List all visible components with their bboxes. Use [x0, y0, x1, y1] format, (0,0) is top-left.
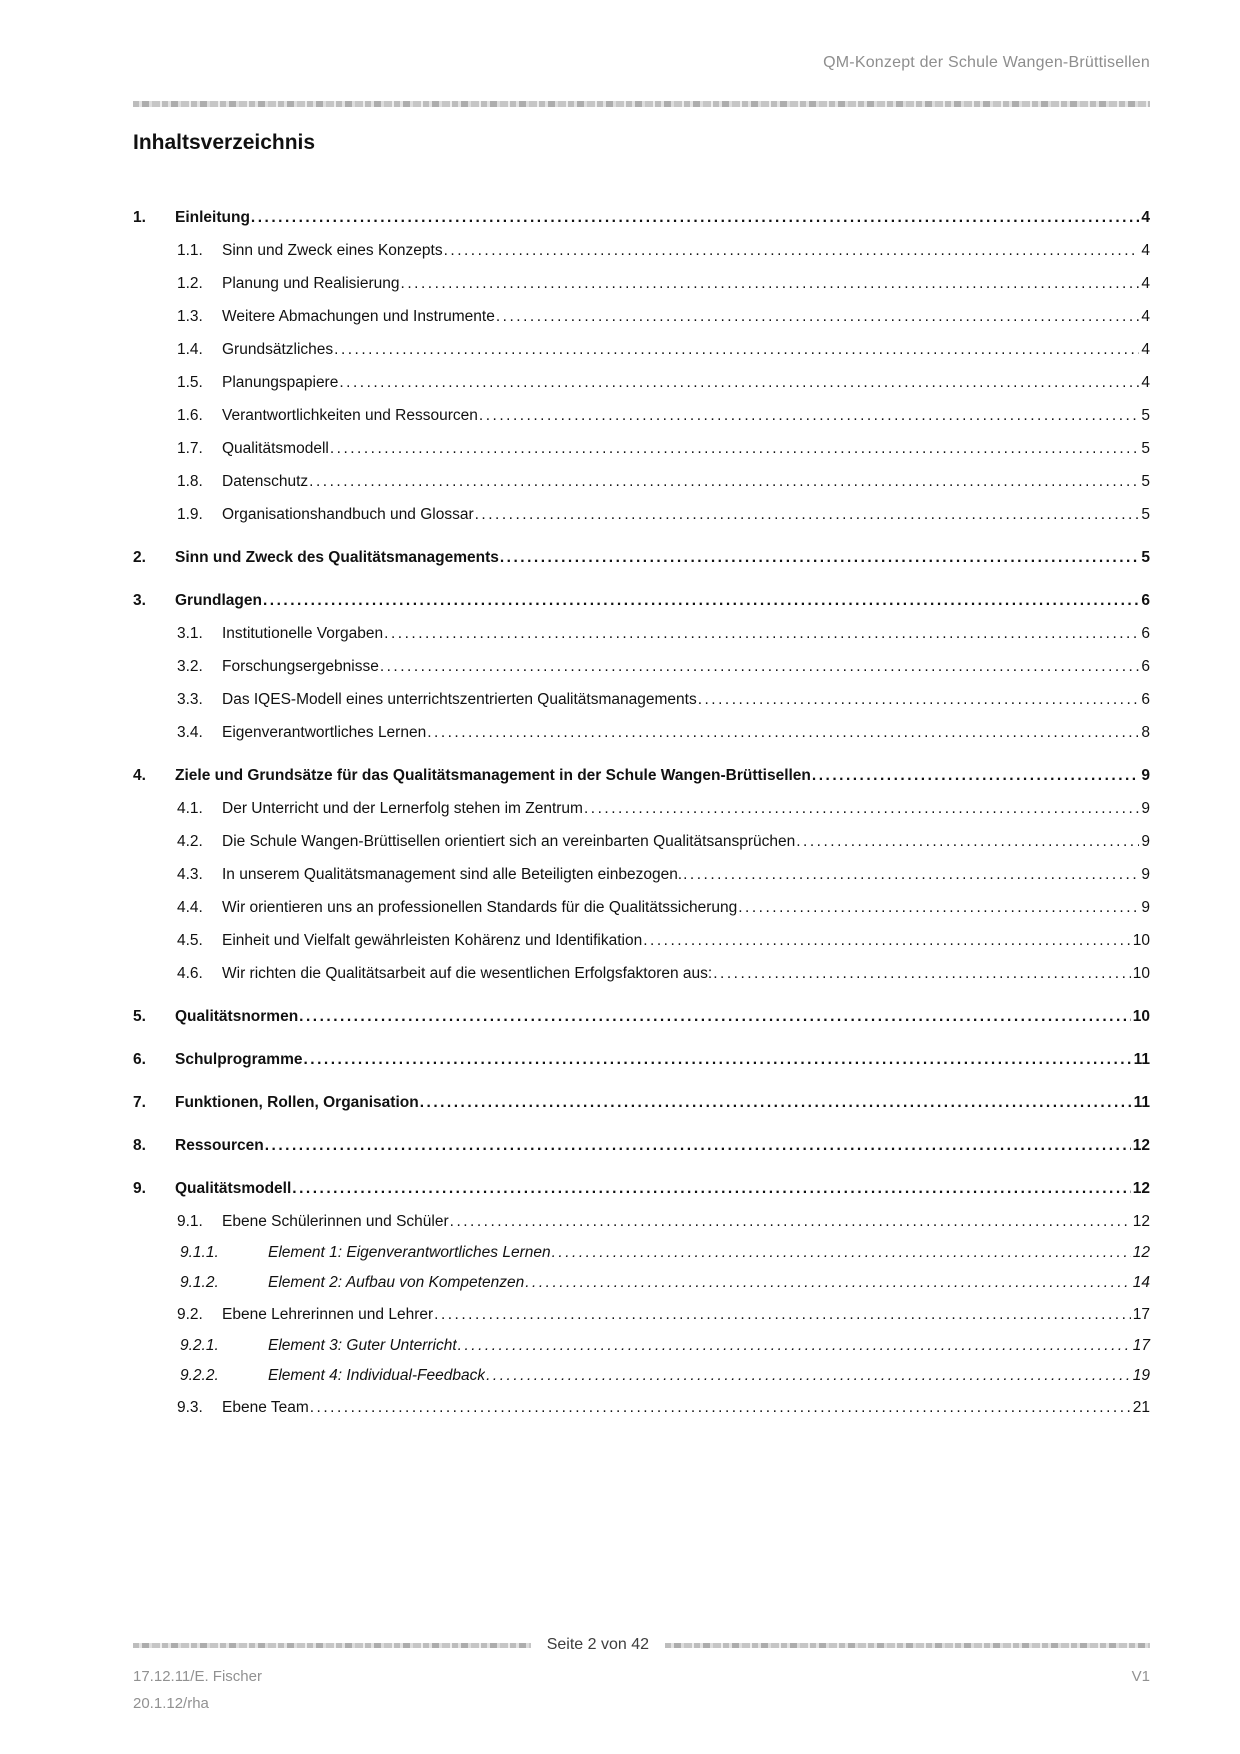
toc-entry-page: 6: [1141, 691, 1150, 708]
toc-entry-page: 12: [1132, 1137, 1150, 1154]
toc-leader-dots: [262, 584, 1139, 617]
toc-leader-dots: [443, 234, 1140, 267]
toc-leader-dots: [499, 541, 1140, 574]
toc-entry-page: 4: [1141, 374, 1150, 391]
toc-entry-page: 4: [1141, 341, 1150, 358]
toc-entry-page: 4: [1141, 308, 1150, 325]
toc-entry: [133, 498, 1150, 531]
toc-entry-page: 9: [1141, 767, 1150, 784]
footer-revision-line-2: 20.1.12/rha: [133, 1695, 209, 1712]
toc-entry-label: Element 3: Guter Unterricht: [268, 1337, 457, 1354]
toc-entry-label: Einleitung: [175, 209, 250, 226]
toc-entry-page: 21: [1132, 1399, 1150, 1416]
toc-entry-label: Sinn und Zweck des Qualitätsmanagements: [175, 549, 499, 566]
toc-entry-number: 6.: [133, 1051, 146, 1068]
footer-revision-line-1: 17.12.11/E. Fischer: [133, 1668, 262, 1685]
toc-entry: [133, 1298, 1150, 1331]
toc-entry: [133, 300, 1150, 333]
toc-entry-number: 9.2.2.: [180, 1367, 219, 1384]
toc-entry-page: 5: [1141, 506, 1150, 523]
toc-leader-dots: [426, 716, 1139, 749]
toc-entry-number: 9.1.1.: [180, 1244, 219, 1261]
toc-entry-number: 1.7.: [177, 440, 203, 457]
toc-leader-dots: [383, 617, 1139, 650]
toc-entry-page: 12: [1132, 1213, 1150, 1230]
toc-entry-number: 9.3.: [177, 1399, 203, 1416]
toc-entry-number: 8.: [133, 1137, 146, 1154]
footer-meta: [133, 1663, 1150, 1717]
toc-leader-dots: [642, 924, 1131, 957]
toc-entry-number: 2.: [133, 549, 146, 566]
toc-leader-dots: [697, 683, 1140, 716]
toc-entry-number: 4.3.: [177, 866, 203, 883]
toc-entry-label: Funktionen, Rollen, Organisation: [175, 1094, 419, 1111]
toc-entry: [133, 1000, 1150, 1033]
page-footer: [133, 1634, 1150, 1717]
toc-entry-number: 9.1.2.: [180, 1274, 219, 1291]
toc-entry-page: 12: [1132, 1180, 1150, 1197]
toc-entry-page: 8: [1141, 724, 1150, 741]
toc-leader-dots: [449, 1205, 1131, 1238]
toc-leader-dots: [302, 1043, 1131, 1076]
toc-entry-page: 9: [1141, 833, 1150, 850]
toc-leader-dots: [495, 300, 1140, 333]
toc-entry-number: 4.: [133, 767, 146, 784]
toc-entry-page: 5: [1141, 440, 1150, 457]
toc-leader-dots: [478, 399, 1139, 432]
toc-entry-label: Die Schule Wangen-Brüttisellen orientiert sich an vereinbarten Qualitätsansprüchen: [222, 833, 796, 850]
toc-leader-dots: [712, 957, 1131, 990]
toc-entry-label: Ebene Lehrerinnen und Lehrer: [222, 1306, 434, 1323]
toc-entry: [133, 858, 1150, 891]
toc-entry-label: Ebene Team: [222, 1399, 309, 1416]
footer-version-label: V1: [1131, 1668, 1150, 1685]
toc-entry: [133, 1172, 1150, 1205]
toc-leader-dots: [400, 267, 1140, 300]
toc-entry-label: Element 2: Aufbau von Kompetenzen: [268, 1274, 525, 1291]
toc-entry-label: Wir orientieren uns an professionellen Standards für die Qualitätssicherung: [222, 899, 738, 916]
toc-entry-label: Planung und Realisierung: [222, 275, 400, 292]
toc-entry-page: 10: [1132, 1008, 1150, 1025]
footer-page-line: [133, 1634, 1150, 1656]
toc-entry-number: 9.2.1.: [180, 1337, 219, 1354]
toc-entry: [133, 465, 1150, 498]
toc-entry-number: 4.6.: [177, 965, 203, 982]
toc-entry-label: Weitere Abmachungen und Instrumente: [222, 308, 495, 325]
toc-entry-label: Einheit und Vielfalt gewährleisten Kohärenz und Identifikation: [222, 932, 643, 949]
toc-entry-label: Schulprogramme: [175, 1051, 303, 1068]
toc-entry: [133, 891, 1150, 924]
toc-entry: [133, 201, 1150, 234]
toc-leader-dots: [291, 1172, 1130, 1205]
toc-entry-number: 1.6.: [177, 407, 203, 424]
toc-entry-number: 1.3.: [177, 308, 203, 325]
toc-entry: [133, 683, 1150, 716]
toc-entry: [133, 399, 1150, 432]
toc-entry: [133, 333, 1150, 366]
toc-leader-dots: [298, 1000, 1131, 1033]
toc-entry-label: Sinn und Zweck eines Konzepts: [222, 242, 443, 259]
toc-entry: [133, 1129, 1150, 1162]
toc-entry: [133, 759, 1150, 792]
toc-entry-label: Qualitätsnormen: [175, 1008, 299, 1025]
toc-leader-dots: [474, 498, 1140, 531]
toc-entry-label: Eigenverantwortliches Lernen: [222, 724, 427, 741]
toc-leader-dots: [309, 1391, 1131, 1424]
toc-entry-label: Ressourcen: [175, 1137, 264, 1154]
toc-leader-dots: [551, 1238, 1131, 1268]
toc-entry-page: 9: [1141, 899, 1150, 916]
document-header-title: QM-Konzept der Schule Wangen-Brüttisellen: [823, 54, 1150, 71]
toc-entry: [133, 924, 1150, 957]
toc-entry: [133, 541, 1150, 574]
toc-entry-page: 4: [1141, 209, 1150, 226]
toc-entry-page: 14: [1132, 1274, 1150, 1291]
toc-entry: [133, 1086, 1150, 1119]
toc-entry-page: 6: [1141, 625, 1150, 642]
toc-entry-number: 3.3.: [177, 691, 203, 708]
toc-entry-number: 5.: [133, 1008, 146, 1025]
toc-leader-dots: [433, 1298, 1131, 1331]
toc-entry-page: 4: [1141, 242, 1150, 259]
toc-entry-number: 1.1.: [177, 242, 203, 259]
toc-entry: [133, 1043, 1150, 1076]
toc-entry-label: In unserem Qualitätsmanagement sind alle Beteiligten einbezogen.: [222, 866, 683, 883]
footer-revision-block: [133, 1663, 262, 1717]
toc-entry-page: 11: [1133, 1051, 1150, 1068]
toc-entry-number: 9.2.: [177, 1306, 203, 1323]
toc-leader-dots: [795, 825, 1139, 858]
toc-entry: [133, 792, 1150, 825]
toc-entry-label: Wir richten die Qualitätsarbeit auf die wesentlichen Erfolgsfaktoren aus:: [222, 965, 713, 982]
toc-entry-page: 19: [1132, 1367, 1150, 1384]
toc-leader-dots: [379, 650, 1140, 683]
toc-leader-dots: [329, 432, 1140, 465]
toc-entry-number: 3.4.: [177, 724, 203, 741]
toc-entry-number: 1.4.: [177, 341, 203, 358]
toc-entry-number: 1.: [133, 209, 146, 226]
toc-entry: [133, 1331, 1150, 1361]
toc-entry: [133, 1391, 1150, 1424]
toc-leader-dots: [682, 858, 1139, 891]
toc-entry-label: Der Unterricht und der Lernerfolg stehen im Zentrum: [222, 800, 583, 817]
toc-entry-label: Ziele und Grundsätze für das Qualitätsmanagement in der Schule Wangen-Brüttisellen: [175, 767, 811, 784]
toc-entry-page: 6: [1141, 658, 1150, 675]
toc-entry-number: 1.9.: [177, 506, 203, 523]
toc-leader-dots: [524, 1268, 1131, 1298]
toc-entry-number: 4.4.: [177, 899, 203, 916]
toc-leader-dots: [419, 1086, 1132, 1119]
toc-entry-number: 9.: [133, 1180, 146, 1197]
toc-entry-number: 1.5.: [177, 374, 203, 391]
toc-entry: [133, 1361, 1150, 1391]
toc-entry: [133, 366, 1150, 399]
toc-leader-dots: [811, 759, 1139, 792]
toc-entry-number: 9.1.: [177, 1213, 203, 1230]
toc-entry-label: Grundlagen: [175, 592, 262, 609]
footer-divider-rule-left: [133, 1643, 531, 1648]
toc-entry-number: 3.1.: [177, 625, 203, 642]
toc-entry-page: 17: [1132, 1306, 1150, 1323]
page-number-indicator: Seite 2 von 42: [546, 1636, 649, 1653]
toc-entry-page: 10: [1132, 965, 1150, 982]
toc-entry-page: 9: [1141, 800, 1150, 817]
toc-entry-page: 10: [1132, 932, 1150, 949]
toc-entry-label: Planungspapiere: [222, 374, 339, 391]
toc-entry-label: Qualitätsmodell: [222, 440, 329, 457]
toc-entry-label: Qualitätsmodell: [175, 1180, 292, 1197]
toc-entry-page: 5: [1141, 549, 1150, 566]
toc-entry: [133, 1238, 1150, 1268]
toc-entry: [133, 825, 1150, 858]
toc-entry-page: 5: [1141, 407, 1150, 424]
toc-entry-number: 1.2.: [177, 275, 203, 292]
toc-entry-label: Element 1: Eigenverantwortliches Lernen: [268, 1244, 551, 1261]
toc-leader-dots: [583, 792, 1139, 825]
toc-leader-dots: [333, 333, 1139, 366]
toc-entry-number: 4.1.: [177, 800, 203, 817]
toc-leader-dots: [737, 891, 1139, 924]
toc-leader-dots: [338, 366, 1139, 399]
toc-entry-page: 17: [1132, 1337, 1150, 1354]
toc-entry-label: Forschungsergebnisse: [222, 658, 379, 675]
page-title: Inhaltsverzeichnis: [133, 131, 316, 154]
toc-entry: [133, 267, 1150, 300]
toc-leader-dots: [485, 1361, 1131, 1391]
toc-entry-number: 3.2.: [177, 658, 203, 675]
toc-entry-label: Datenschutz: [222, 473, 309, 490]
toc-entry-page: 12: [1132, 1244, 1150, 1261]
toc-entry: [133, 617, 1150, 650]
toc-entry-number: 4.2.: [177, 833, 203, 850]
toc-entry-page: 4: [1141, 275, 1150, 292]
toc-entry-label: Verantwortlichkeiten und Ressourcen: [222, 407, 478, 424]
toc-entry-label: Institutionelle Vorgaben: [222, 625, 384, 642]
toc-entry-page: 5: [1141, 473, 1150, 490]
toc-entry: [133, 1268, 1150, 1298]
toc-entry-label: Organisationshandbuch und Glossar: [222, 506, 474, 523]
toc-list: [133, 201, 1150, 1424]
footer-divider-rule-right: [665, 1643, 1150, 1648]
toc-leader-dots: [457, 1331, 1131, 1361]
header-divider-rule: [133, 101, 1150, 107]
toc-entry: [133, 716, 1150, 749]
toc-entry: [133, 432, 1150, 465]
toc-leader-dots: [250, 201, 1139, 234]
toc-entry-page: 11: [1133, 1094, 1150, 1111]
toc-leader-dots: [264, 1129, 1131, 1162]
toc-leader-dots: [308, 465, 1139, 498]
toc-entry-label: Element 4: Individual-Feedback: [268, 1367, 486, 1384]
toc-entry: [133, 1205, 1150, 1238]
toc-entry: [133, 584, 1150, 617]
toc-entry-label: Das IQES-Modell eines unterrichtszentrierten Qualitätsmanagements: [222, 691, 697, 708]
toc-entry: [133, 234, 1150, 267]
toc-entry-page: 6: [1141, 592, 1150, 609]
toc-entry-label: Ebene Schülerinnen und Schüler: [222, 1213, 449, 1230]
toc-entry-number: 1.8.: [177, 473, 203, 490]
toc-entry-page: 9: [1141, 866, 1150, 883]
toc-entry-number: 7.: [133, 1094, 146, 1111]
toc-entry-number: 4.5.: [177, 932, 203, 949]
toc-entry-label: Grundsätzliches: [222, 341, 334, 358]
toc-entry-number: 3.: [133, 592, 146, 609]
toc-entry: [133, 650, 1150, 683]
toc-entry: [133, 957, 1150, 990]
